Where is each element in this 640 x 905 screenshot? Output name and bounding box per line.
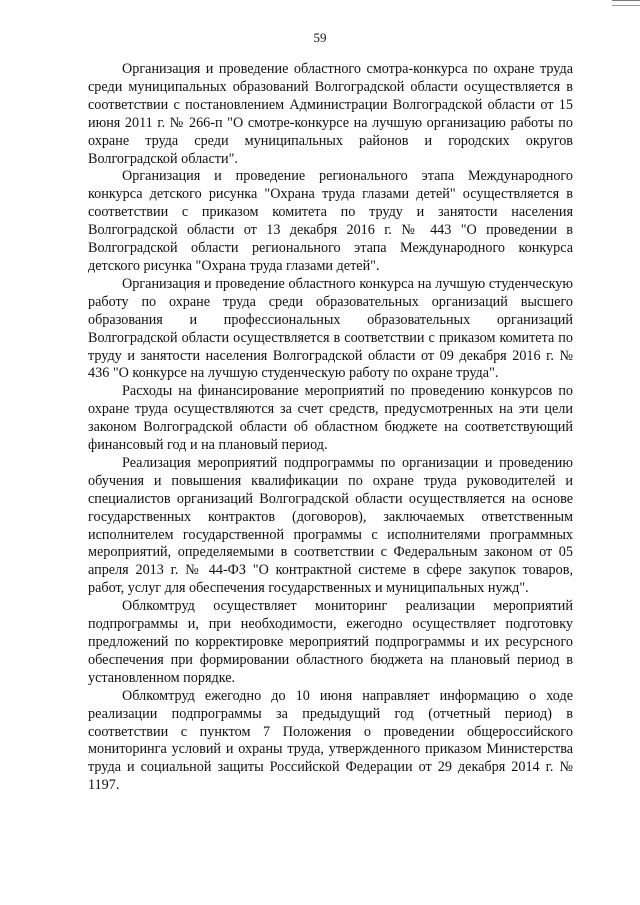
document-body: [88, 61, 573, 795]
paragraph-training-contracts: Реализация мероприятий подпрограммы по организации и проведению обучения и повышения квалификации по охране труда руководителей и специалистов организаций Волгоградской области осуществляется на основе государственных контрактов (договоров), заключаемых ответственным исполнителем государственной программы с исполнителями программных мероприятий, определяемыми в соответствии с Федеральным законом от 05 апреля 2013 г. № 44-ФЗ "О контрактной системе в сфере закупок товаров, работ, услуг для обеспечения государственных и муниципальных нужд".: [88, 454, 573, 597]
paragraph-student-work-contest: Организация и проведение областного конкурса на лучшую студенческую работу по охране труда среди образовательных организаций высшего образования и профессиональных образовательных организаций Волгоградской области осуществляется в соответствии с приказом комитета по труду и занятости населения Волгоградской области от 09 декабря 2016 г. № 436 "О конкурсе на лучшую студенческую работу по охране труда".: [88, 275, 573, 382]
paragraph-contest-financing: Расходы на финансирование мероприятий по проведению конкурсов по охране труда осуществляются за счет средств, предусмотренных на эти цели законом Волгоградской области об областном бюджете на соответствующий финансовый год и на плановый период.: [88, 383, 573, 454]
paragraph-annual-report: Облкомтруд ежегодно до 10 июня направляет информацию о ходе реализации подпрограммы за предыдущий год (отчетный период) в соответствии с пунктом 7 Положения о проведении общероссийского мониторинга условий и охраны труда, утвержденного приказом Министерства труда и социальной защиты Российской Федерации от 29 декабря 2014 г. № 1197.: [88, 687, 573, 794]
paragraph-monitoring: Облкомтруд осуществляет мониторинг реализации мероприятий подпрограммы и, при необходимости, ежегодно осуществляет подготовку предложений по корректировке мероприятий подпрограммы и их ресурсного обеспечения при формировании областного бюджета на плановый период в установленном порядке.: [88, 598, 573, 686]
paragraph-smotr-konkurs: Организация и проведение областного смотра-конкурса по охране труда среди муниципальных образований Волгоградской области осуществляется в соответствии с постановлением Администрации Волгоградской области от 15 июня 2011 г. № 266-п "О смотре-конкурсе на лучшую организацию работы по охране труда среди муниципальных районов и городских округов Волгоградской области".: [88, 61, 573, 167]
page-number: 59: [313, 30, 327, 45]
corner-scan-mark: [612, 0, 640, 6]
paragraph-children-drawing-contest: Организация и проведение регионального этапа Международного конкурса детского рисунка "Охрана труда глазами детей" осуществляется в соответствии с приказом комитета по труду и занятости населения Волгоградской области от 13 декабря 2016 г. № 443 "О проведении в Волгоградской области регионального этапа Международного конкурса детского рисунка "Охрана труда глазами детей".: [88, 168, 573, 274]
